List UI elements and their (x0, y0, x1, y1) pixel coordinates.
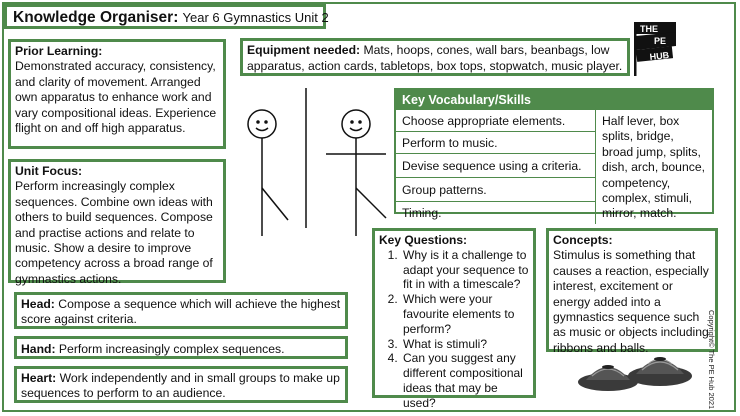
svg-text:PE: PE (654, 36, 667, 46)
key-questions-heading: Key Questions: (379, 233, 468, 247)
head-box (14, 292, 348, 329)
title-main: Knowledge Organiser: (13, 9, 179, 26)
hand-box (14, 336, 348, 359)
stick-figures (236, 88, 396, 238)
concepts-text: Stimulus is something that causes a reaction, especially interest, excitement or energy added into a gymnastics sequence such as music or objects including ribbons and balls. (553, 248, 709, 355)
head-heading: Head: (21, 297, 55, 311)
equipment-text: Mats, hoops, cones, wall bars, beanbags, low apparatus, action cards, tabletops, box tops, stopwatch, music player. (247, 43, 623, 73)
title-sub: Year 6 Gymnastics Unit 2 (182, 10, 329, 25)
list-item: 1. Why is it a challenge to adapt your sequence to fit in with a timescale? (401, 248, 529, 292)
vocab-row: Timing. (396, 202, 596, 224)
vocab-row: Choose appropriate elements. (396, 110, 596, 132)
cone-markers-icon (572, 348, 702, 394)
vocab-skills-list (396, 110, 596, 224)
prior-learning-box (8, 39, 226, 149)
vocab-row: Group patterns. (396, 178, 596, 202)
page-title (4, 4, 329, 29)
unit-focus-heading: Unit Focus: (15, 164, 83, 178)
key-questions-list (379, 248, 529, 411)
stick-figure-mirror-icon (326, 110, 386, 236)
concepts-heading: Concepts: (553, 233, 613, 247)
unit-focus-box (8, 159, 226, 286)
vocab-row: Perform to music. (396, 132, 596, 154)
copyright-text: Copyright© The PE Hub 2021 (707, 310, 716, 410)
prior-learning-heading: Prior Learning: (15, 44, 103, 58)
equipment-heading: Equipment needed: (247, 43, 361, 57)
vocab-heading: Key Vocabulary/Skills (396, 90, 712, 110)
unit-focus-text: Perform increasingly complex sequences. Combine own ideas with others to build sequences. Compose and practise actions and relate to music. Show a desire to improve competency across a broad range of gymnastics actions. (15, 179, 213, 286)
heart-text: Work independently and in small groups to make up sequences to perform to an audience. (21, 371, 340, 401)
svg-text:HUB: HUB (649, 50, 670, 62)
key-questions-box (372, 228, 536, 410)
stick-figure-balance-icon (248, 88, 306, 236)
heart-box (14, 366, 348, 403)
list-item: 4. Can you suggest any different compositional ideas that may be used? (401, 351, 529, 410)
head-text: Compose a sequence which will achieve the highest score against criteria. (21, 297, 341, 327)
svg-text:THE: THE (640, 24, 658, 34)
concepts-box (546, 228, 718, 355)
list-item: 3. What is stimuli? (401, 337, 529, 352)
list-item: 2. Which were your favourite elements to perform? (401, 292, 529, 336)
hand-text: Perform increasingly complex sequences. (58, 342, 285, 356)
heart-heading: Heart: (21, 371, 57, 385)
hand-heading: Hand: (21, 342, 56, 356)
the-pe-hub-flag-logo (632, 20, 678, 83)
vocab-table (394, 88, 714, 221)
vocab-words: Half lever, box splits, bridge, broad jump, splits, dish, arch, bounce, competency, complex, stimuli, mirror, match. (602, 114, 705, 221)
vocab-row: Devise sequence using a criteria. (396, 154, 596, 178)
prior-learning-text: Demonstrated accuracy, consistency, and clarity of movement. Arranged own apparatus to enhance work and vary compositional ideas. Experience flight on and off high apparatus. (15, 59, 217, 136)
equipment-box (240, 38, 630, 76)
